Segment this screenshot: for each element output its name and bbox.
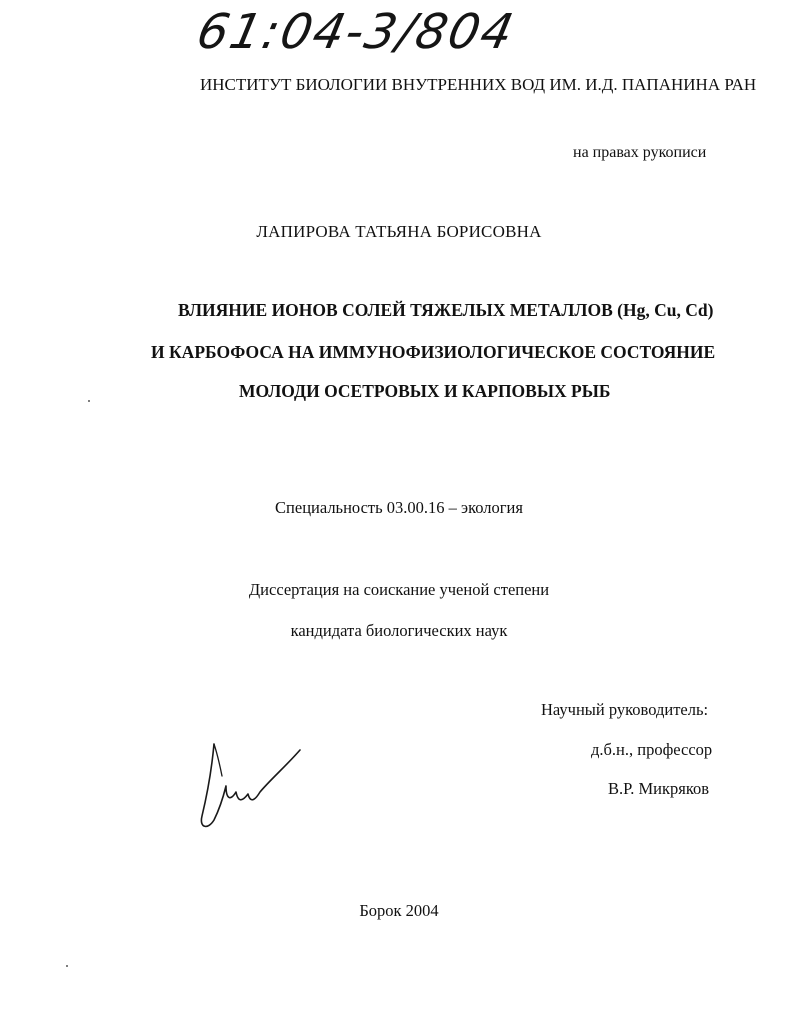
scan-speck: [88, 400, 90, 402]
city-year: Борок 2004: [359, 901, 439, 920]
supervisor-name: В.Р. Микряков: [608, 779, 710, 798]
title-line-2: И КАРБОФОСА НА ИММУНОФИЗИОЛОГИЧЕСКОЕ СОСТОЯНИЕ: [151, 342, 716, 362]
title-line-3: МОЛОДИ ОСЕТРОВЫХ И КАРПОВЫХ РЫБ: [239, 381, 611, 401]
dissertation-degree-line-2: кандидата биологических наук: [290, 621, 508, 640]
archive-code-handwritten: 61:04-3/804: [192, 4, 520, 60]
author-signature: [196, 736, 306, 836]
dissertation-degree-line-1: Диссертация на соискание ученой степени: [248, 580, 550, 599]
author-name: ЛАПИРОВА ТАТЬЯНА БОРИСОВНА: [256, 222, 542, 241]
supervisor-degree: д.б.н., профессор: [591, 740, 713, 759]
title-line-1: ВЛИЯНИЕ ИОНОВ СОЛЕЙ ТЯЖЕЛЫХ МЕТАЛЛОВ (Hg, Cu, Cd): [178, 300, 714, 320]
institute-name: ИНСТИТУТ БИОЛОГИИ ВНУТРЕННИХ ВОД ИМ. И.Д. ПАПАНИНА РАН: [200, 75, 757, 94]
supervisor-label: Научный руководитель:: [541, 700, 709, 719]
scan-speck: [66, 965, 68, 967]
specialty: Специальность 03.00.16 – экология: [275, 498, 523, 517]
manuscript-rights-note: на правах рукописи: [573, 144, 707, 161]
